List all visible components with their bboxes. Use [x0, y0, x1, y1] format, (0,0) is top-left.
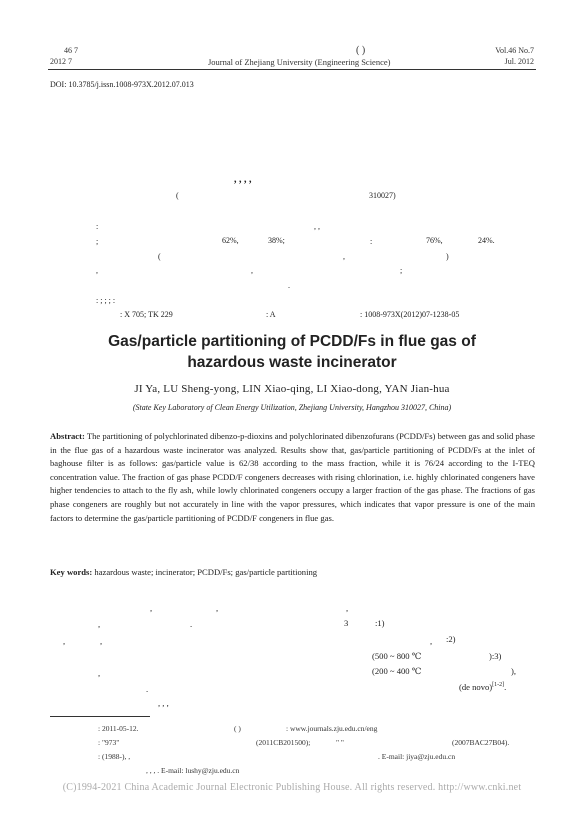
body-l3d: :2): [446, 634, 456, 644]
doi: DOI: 10.3785/j.issn.1008-973X.2012.07.013: [50, 80, 194, 89]
cn-abs-l2a: ;: [96, 237, 99, 246]
document-code: : A: [266, 310, 276, 319]
body-l5c: ),: [511, 666, 517, 676]
body-l1c: ,: [346, 603, 349, 613]
cn-keywords-line: : ; ; ; :: [96, 296, 116, 305]
body-l1a: ,: [150, 603, 153, 613]
cn-abs-l2f: 24%.: [478, 236, 495, 245]
header-year-cn: 2012 7: [50, 57, 72, 66]
body-de-novo: [459, 682, 506, 692]
body-l5a: ,: [98, 668, 101, 678]
received-date: : 2011-05-12.: [98, 724, 139, 733]
keywords: [50, 566, 535, 580]
corresponding-author[interactable]: , , , . E-mail: lushy@zju.edu.cn: [146, 766, 240, 775]
keywords-text: hazardous waste; incinerator; PCDD/Fs; gas/particle partitioning: [94, 567, 318, 577]
author-email[interactable]: . E-mail: jiya@zju.edu.cn: [378, 752, 456, 761]
body-l2d: :1): [375, 618, 385, 628]
cn-abs-l3c: ): [446, 252, 449, 261]
body-l2c: 3: [344, 618, 349, 628]
body-l1b: ,: [216, 603, 219, 613]
body-l3b: ,: [100, 636, 103, 646]
abstract: [50, 430, 535, 525]
cn-abs-l2b: 62%,: [222, 236, 239, 245]
affiliation: (State Key Laboratory of Clean Energy Utilization, Zhejiang University, Hangzhou 310027, China): [132, 403, 452, 412]
cn-abs-l3b: ,: [343, 252, 345, 261]
body-l3a: ,: [63, 636, 66, 646]
keywords-label: Key words:: [50, 567, 93, 577]
cn-abstract-line1: , ,: [314, 222, 320, 231]
cn-abs-l3a: (: [158, 252, 161, 261]
abstract-label: Abstract:: [50, 431, 85, 441]
author-list: JI Ya, LU Sheng-yong, LIN Xiao-qing, LI Xiao-dong, YAN Jian-hua: [134, 383, 450, 395]
journal-name: Journal of Zhejiang University (Engineering Science): [208, 57, 391, 67]
fund-number-2: (2007BAC27B04).: [452, 738, 510, 747]
citation-ref[interactable]: [1-2]: [492, 682, 505, 689]
fund-quote: " ": [336, 738, 344, 747]
header-brackets: ( ): [356, 45, 366, 56]
cn-abstract-colon: :: [96, 222, 99, 231]
cn-author-commas: , , , ,: [234, 174, 252, 185]
cn-abs-l2e: 76%,: [426, 236, 443, 245]
footnote-f1b: ( ): [234, 724, 241, 733]
body-l6a: .: [146, 684, 149, 694]
clc-number: : X 705; TK 229: [120, 310, 173, 319]
cn-abs-l4b: ,: [251, 266, 253, 275]
abstract-text: The partitioning of polychlorinated dibenzo-p-dioxins and polychlorinated dibenzofurans (PCDD/Fs) between gas and solid phase in the flue gas of a hazardous waste incinerator was analyzed. Results show that, gas/particle partitioning of PCDD/Fs at the inlet of baghouse filter is as follows: gas/particle value is 62/38 according to the mass fraction, while it is 76/24 according to the I-TEQ concentration value. The fraction of gas phase PCDD/F congeners decreases with rising chlorination, i.e. highly chlorinated congeners have higher tendencies to attach to the fly ash, while lowly chlorinated congeners occupy a larger fraction of the gas phase. The fractions of gas phase congeners are roughly but not accurately in line with the vapor pressures, which indicates that vapor pressure is one of the main factors to determine the gas/particle partitioning of PCDD/F congeners in flue gas.: [50, 431, 535, 523]
body-l7: , , ,: [158, 698, 169, 708]
cn-affil-zip: 310027): [369, 191, 396, 200]
journal-url[interactable]: : www.journals.zju.edu.cn/eng: [286, 724, 378, 733]
cn-abs-l4a: ,: [96, 266, 98, 275]
paper-title-line1: Gas/particle partitioning of PCDD/Fs in flue gas of: [108, 333, 476, 350]
header-date: Jul. 2012: [504, 57, 534, 66]
de-novo-text: (de novo): [459, 682, 493, 692]
body-l6c: .: [504, 682, 507, 692]
header-volume: Vol.46 No.7: [495, 46, 534, 55]
header-rule: [48, 69, 536, 70]
fund-973: : "973": [98, 738, 120, 747]
body-l3c: ,: [430, 636, 433, 646]
cn-abs-l5a: .: [288, 281, 290, 290]
body-temp1: (500 ~ 800 ℃: [372, 651, 422, 661]
paper-title-line2: hazardous waste incinerator: [187, 354, 397, 371]
copyright-notice: (C)1994-2021 China Academic Journal Electronic Publishing House. All rights reserved. http://www.cnki.net: [62, 782, 522, 793]
cn-abs-l4c: ;: [400, 266, 403, 275]
cn-abs-l2c: 38%;: [268, 236, 285, 245]
cn-abs-l2d: :: [370, 237, 373, 246]
cn-affil-paren: (: [176, 191, 179, 200]
fund-number-1: (2011CB201500);: [256, 738, 311, 747]
article-number: : 1008-973X(2012)07-1238-05: [360, 310, 460, 319]
body-l2b: .: [190, 619, 193, 629]
body-l4b: ):3): [489, 651, 502, 661]
body-temp2: (200 ~ 400 ℃: [372, 666, 422, 676]
author-bio: : (1988-), ,: [98, 752, 131, 761]
body-l2a: ,: [98, 619, 101, 629]
footnote-rule: [50, 716, 150, 717]
header-volume-cn: 46 7: [64, 46, 78, 55]
